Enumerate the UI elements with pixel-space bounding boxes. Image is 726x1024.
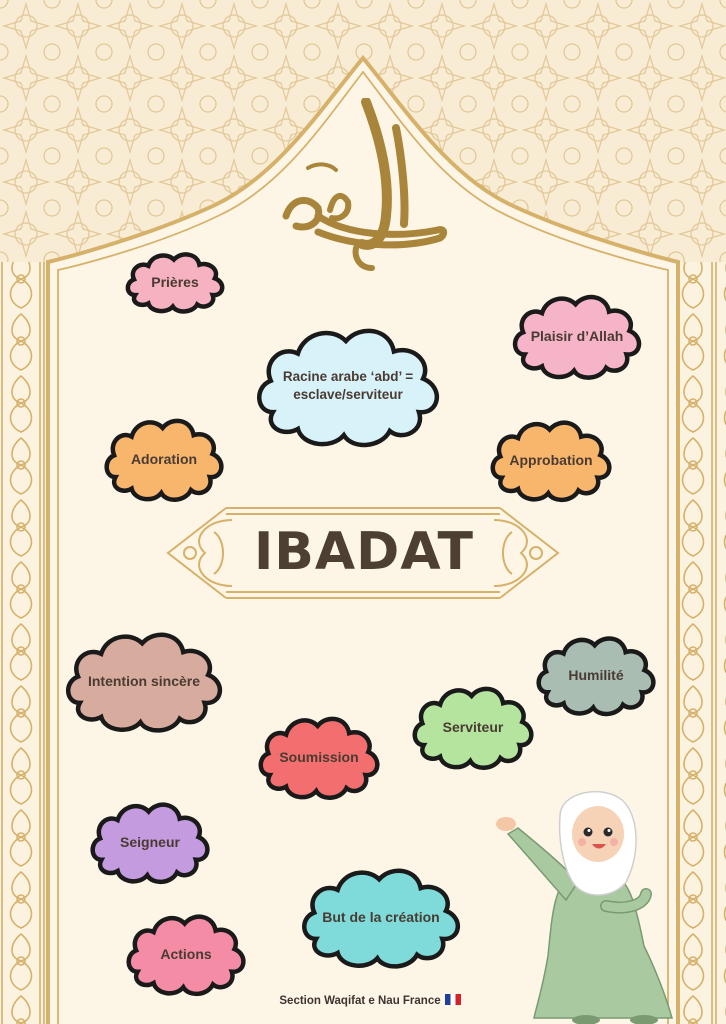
cloud-plaisir: [510, 288, 644, 384]
cloud-label-line: Adoration: [130, 450, 198, 467]
cloud-soumission: [256, 710, 382, 804]
cloud-label: [534, 630, 658, 720]
cloud-serviteur: [410, 680, 536, 774]
france-flag-icon: [445, 994, 461, 1005]
footer-credit: [200, 994, 540, 1007]
cloud-label-line: Humilité: [568, 666, 624, 683]
cloud-seigneur: [88, 796, 212, 888]
cloud-approbation: [488, 414, 614, 506]
cloud-label: [124, 908, 248, 1000]
cloud-label-line: Soumission: [279, 748, 359, 765]
cloud-label: [298, 860, 464, 974]
cloud-label: [510, 288, 644, 384]
cloud-label-line: Actions: [160, 945, 212, 962]
cloud-label: [88, 796, 212, 888]
cloud-label: [62, 624, 226, 738]
girl-illustration: [494, 786, 684, 1024]
cloud-label-line: Plaisir d’Allah: [530, 327, 624, 344]
cloud-label-line: Approbation: [509, 451, 593, 468]
cloud-label: [488, 414, 614, 506]
cloud-label-line: Prières: [151, 273, 199, 290]
cloud-label-line: esclave/serviteur: [293, 387, 403, 402]
cloud-label-line: But de la création: [322, 908, 440, 925]
cloud-actions: [124, 908, 248, 1000]
cloud-adoration: [102, 412, 226, 506]
cloud-label-line: Seigneur: [120, 833, 180, 850]
cloud-label: [102, 412, 226, 506]
cloud-label: [256, 710, 382, 804]
cloud-creation: [298, 860, 464, 974]
cloud-label: [410, 680, 536, 774]
calligraphy-alhamdulillah: [278, 98, 448, 283]
cloud-humilite: [534, 630, 658, 720]
cloud-label-line: Racine arabe ‘abd’ =: [282, 369, 414, 385]
page-title: IBADAT: [253, 522, 475, 582]
cloud-label-line: Serviteur: [442, 718, 504, 735]
calligraphy-art: [278, 98, 448, 278]
cloud-label: [124, 248, 226, 316]
cloud-racine: [252, 318, 444, 454]
cloud-prieres: [124, 248, 226, 316]
cloud-label-line: Intention sincère: [87, 672, 201, 689]
cloud-label: [252, 318, 444, 454]
footer-text: Section Waqifat e Nau France: [279, 995, 441, 1007]
cloud-intention: [62, 624, 226, 738]
girl-drawing: [494, 786, 684, 1024]
